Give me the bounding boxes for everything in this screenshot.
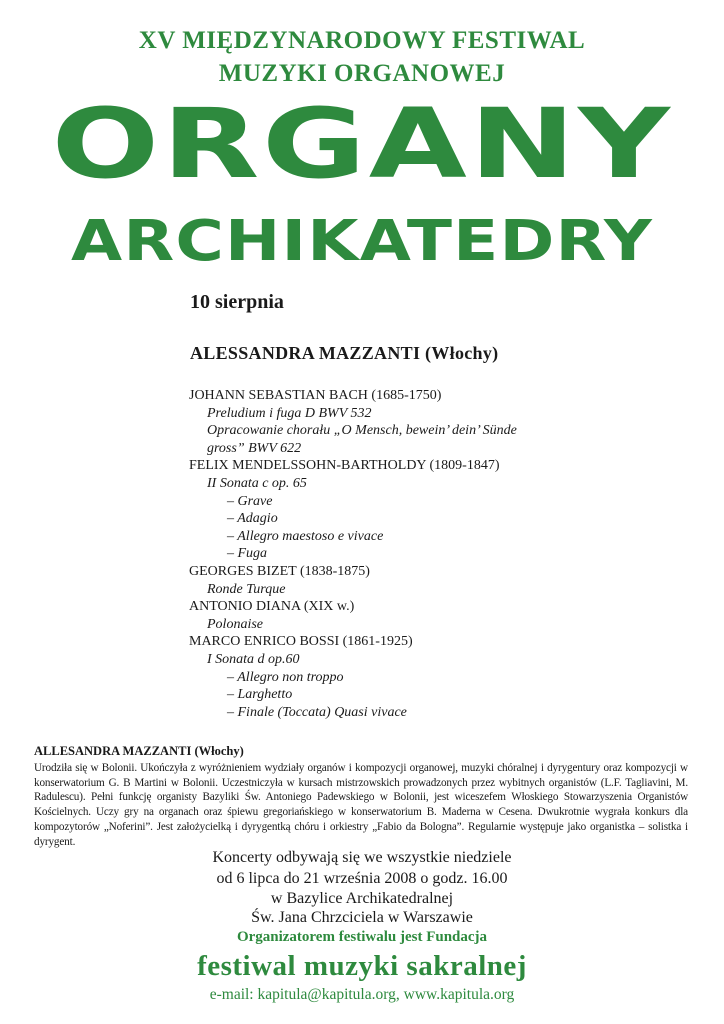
program-work: Ronde Turque: [207, 581, 286, 597]
program-composer: FELIX MENDELSSOHN-BARTHOLDY (1809-1847): [189, 458, 500, 474]
main-title-organy: ORGANY: [51, 88, 673, 200]
program-work: Polonaise: [207, 616, 263, 632]
program-composer: JOHANN SEBASTIAN BACH (1685-1750): [189, 388, 442, 403]
program-work: Opracowanie chorału „O Mensch, bewein’ dein’ Sünde: [207, 423, 517, 439]
schedule-line-1: Koncerty odbywają się we wszystkie niedziele: [212, 849, 512, 866]
bio-heading: ALLESANDRA MAZZANTI (Włochy): [34, 744, 244, 758]
concert-program: [189, 387, 609, 721]
program-work: gross” BWV 622: [207, 440, 302, 456]
festival-title-line1: XV MIĘDZYNARODOWY FESTIWAL: [138, 27, 586, 54]
program-move: – Allegro non troppo: [227, 669, 344, 685]
organizer-line: Organizatorem festiwalu jest Fundacja: [236, 929, 488, 945]
program-work: I Sonata d op.60: [207, 651, 300, 667]
program-move: – Fuga: [227, 546, 268, 562]
schedule-line-2: od 6 lipca do 21 września 2008 o godz. 16.00: [216, 870, 508, 887]
program-move: – Adagio: [227, 511, 278, 527]
program-composer: GEORGES BIZET (1838-1875): [189, 563, 370, 579]
venue-line-2: Św. Jana Chrzciciela w Warszawie: [251, 909, 473, 926]
program-composer: ANTONIO DIANA (XIX w.): [189, 599, 355, 615]
program-composer: MARCO ENRICO BOSSI (1861-1925): [189, 634, 413, 650]
concert-date: 10 sierpnia: [190, 291, 284, 313]
program-move: – Finale (Toccata) Quasi vivace: [227, 704, 407, 720]
festival-title-line2: MUZYKI ORGANOWEJ: [218, 60, 506, 87]
performer-name: ALESSANDRA MAZZANTI (Włochy): [190, 343, 499, 363]
program-move: – Grave: [227, 493, 273, 509]
venue-line-1: w Bazylice Archikatedralnej: [270, 890, 454, 907]
main-title-archikatedry: ARCHIKATEDRY: [71, 209, 653, 274]
program-move: – Larghetto: [227, 687, 293, 703]
program-work: Preludium i fuga D BWV 532: [207, 405, 372, 421]
bio-text: Urodziła się w Bolonii. Ukończyła z wyróżnieniem wydziały organów i kompozycji organowej, muzyki chóralnej i dyrygentury oraz kompozycji w konserwatorium G. B Martini w Bolonii. Uczestniczyła w kursach mistrzowskich prowadzonych przez wybitnych organistów (L.F. Tagliavini, M. Radulescu). Pełni funkcję organisty Bazyliki Św. Antoniego Padewskiego w Bolonii, jest wiceszefem Włoskiego Stowarzyszenia Organistów Kościelnych. Uczy gry na organach oraz śpiewu gregoriańskiego w konserwatorium B. Maderna w Cesena. Dwukrotnie wygrała konkurs dla kompozytorów „Noferini”. Jest założycielką i dyrygentką chóru i orkiestry „Fabio da Bologna”. Regularnie występuje jako organistka – solistka i dyrygent.: [34, 762, 688, 848]
contact-line: e-mail: kapitula@kapitula.org, www.kapitula.org: [209, 986, 515, 1003]
foundation-name: festiwal muzyki sakralnej: [197, 950, 527, 982]
program-work: II Sonata c op. 65: [207, 475, 307, 491]
program-move: – Allegro maestoso e vivace: [227, 528, 384, 544]
